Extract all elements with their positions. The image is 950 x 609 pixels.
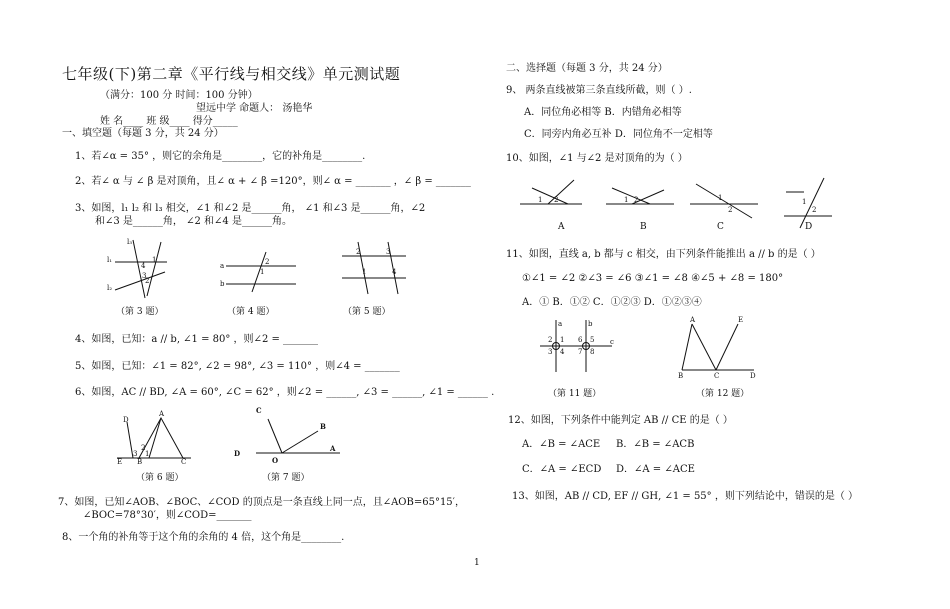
svg-text:3: 3 xyxy=(142,272,147,280)
svg-text:B: B xyxy=(137,458,143,466)
svg-text:3: 3 xyxy=(386,248,391,256)
question-2: 2、若∠ α 与 ∠ β 是对顶角，且∠ α + ∠ β =120°，则∠ α = _______ ，∠ β = _______ xyxy=(75,176,471,187)
svg-text:l₁: l₁ xyxy=(107,256,113,264)
question-9-options-ab: A．同位角必相等 B．内错角必相等 xyxy=(524,107,682,118)
svg-text:1: 1 xyxy=(718,194,723,202)
figure-q3 xyxy=(105,238,175,300)
svg-text:a: a xyxy=(220,262,225,270)
svg-text:1: 1 xyxy=(145,450,150,458)
figure-q10-c xyxy=(688,176,760,234)
svg-text:2: 2 xyxy=(145,277,150,285)
student-fields: 姓 名____ 班 级____ 得分_____ xyxy=(100,116,238,127)
question-5: 5、如图，已知：∠1 = 82°, ∠2 = 98°, ∠3 = 110° ，则∠4 = _______ xyxy=(75,361,400,372)
svg-text:a: a xyxy=(558,320,563,328)
question-12-option-b: B．∠B = ∠ACB xyxy=(616,439,695,450)
question-10: 10、如图，∠1 与∠2 是对顶角的为（ ） xyxy=(506,153,688,164)
svg-text:b: b xyxy=(588,320,593,328)
figure-q5 xyxy=(340,240,410,296)
question-1: 1、若∠α = 35° ，则它的余角是________，它的补角是________. xyxy=(75,151,366,162)
question-6: 6、如图，AC // BD, ∠A = 60°, ∠C = 62° ，则∠2 = ______, ∠3 = ______, ∠1 = ______ . xyxy=(75,387,495,398)
svg-text:1: 1 xyxy=(152,256,157,264)
svg-text:8: 8 xyxy=(590,348,595,356)
svg-text:7: 7 xyxy=(578,348,583,356)
svg-text:D: D xyxy=(123,416,129,424)
question-11-options: A．① B．①② C．①②③ D．①②③④ xyxy=(522,297,702,308)
svg-text:2: 2 xyxy=(265,258,270,266)
svg-text:2: 2 xyxy=(356,248,361,256)
svg-text:4: 4 xyxy=(392,268,397,276)
question-11: 11、如图，直线 a, b 都与 c 相交，由下列条件能推出 a // b 的是（ ） xyxy=(506,249,821,260)
question-3-line2: 和∠3 是______角， ∠2 和∠4 是______角。 xyxy=(95,216,292,227)
svg-text:C: C xyxy=(181,458,187,466)
question-12-option-d: D．∠A = ∠ACE xyxy=(616,464,695,475)
question-12: 12、如图，下列条件中能判定 AB // CE 的是（ ） xyxy=(508,415,733,426)
svg-text:E: E xyxy=(117,458,123,466)
figure-q12 xyxy=(678,318,758,378)
svg-text:5: 5 xyxy=(590,336,595,344)
figure-q7 xyxy=(232,405,344,465)
caption-q6: （第 6 题） xyxy=(136,473,184,483)
svg-text:E: E xyxy=(738,316,744,324)
question-13: 13、如图，AB // CD, EF // GH, ∠1 = 55° ，则下列结论中，错误的是（ ） xyxy=(512,491,859,502)
svg-text:C: C xyxy=(256,406,262,415)
figure-q10-a xyxy=(518,176,584,234)
svg-text:l₂: l₂ xyxy=(107,284,113,292)
svg-text:O: O xyxy=(272,456,279,465)
caption-q11: （第 11 题） xyxy=(548,389,602,399)
q10-label-d: D xyxy=(805,222,813,232)
svg-text:6: 6 xyxy=(578,336,583,344)
svg-text:C: C xyxy=(714,372,720,380)
svg-text:A: A xyxy=(690,316,696,324)
svg-text:3: 3 xyxy=(548,348,553,356)
svg-text:B: B xyxy=(678,372,684,380)
svg-text:l₃: l₃ xyxy=(127,238,133,246)
question-4: 4、如图，已知：a // b, ∠1 = 80° ，则∠2 = _______ xyxy=(75,334,319,345)
svg-text:3: 3 xyxy=(133,450,138,458)
svg-text:D: D xyxy=(234,449,241,458)
figure-q11 xyxy=(538,318,616,374)
page-number: 1 xyxy=(474,558,480,568)
question-7-line1: 7、如图，已知∠AOB、∠BOC、∠COD 的顶点是一条直线上同一点，且∠AOB=65°15′， xyxy=(58,497,465,508)
question-12-option-c: C．∠A = ∠ECD xyxy=(522,464,602,475)
figure-q4 xyxy=(220,250,298,294)
q10-label-b: B xyxy=(640,222,647,232)
svg-text:2: 2 xyxy=(634,196,639,204)
svg-text:A: A xyxy=(159,410,165,418)
exam-author: 望远中学 命题人： 汤艳华 xyxy=(196,103,313,114)
q10-label-a: A xyxy=(558,222,565,232)
svg-text:B: B xyxy=(320,422,326,431)
svg-text:1: 1 xyxy=(560,336,565,344)
svg-text:A: A xyxy=(330,444,336,453)
question-12-option-a: A．∠B = ∠ACE xyxy=(522,439,601,450)
question-9: 9、 两条直线被第三条直线所截，则（ ）. xyxy=(506,85,692,96)
exam-title: 七年级(下)第二章《平行线与相交线》单元测试题 xyxy=(62,65,401,83)
section2-heading: 二、选择题（每题 3 分，共 24 分） xyxy=(506,63,668,74)
svg-text:1: 1 xyxy=(802,198,807,206)
svg-text:4: 4 xyxy=(141,262,146,270)
svg-text:2: 2 xyxy=(728,206,733,214)
section1-heading: 一、填空题（每题 3 分，共 24 分） xyxy=(62,128,224,139)
question-7-line2: ∠BOC=78°30′，则∠COD=_______ xyxy=(83,510,252,521)
caption-q12: （第 12 题） xyxy=(696,389,750,399)
question-3-line1: 3、如图，l₁ l₂ 和 l₃ 相交，∠1 和∠2 是______角， ∠1 和∠3 是______角，∠2 xyxy=(75,203,426,214)
svg-text:2: 2 xyxy=(141,444,146,452)
figure-q6 xyxy=(115,412,195,464)
question-9-options-cd: C．同旁内角必互补 D．同位角不一定相等 xyxy=(524,129,713,140)
svg-text:4: 4 xyxy=(560,348,565,356)
svg-text:1: 1 xyxy=(260,268,265,276)
svg-text:1: 1 xyxy=(624,196,629,204)
svg-text:b: b xyxy=(220,280,225,288)
svg-text:1: 1 xyxy=(538,196,543,204)
svg-text:D: D xyxy=(750,372,756,380)
caption-q5: （第 5 题） xyxy=(343,307,391,317)
question-8: 8、一个角的补角等于这个角的余角的 4 倍，这个角是________. xyxy=(62,532,345,543)
svg-text:2: 2 xyxy=(554,196,559,204)
q10-label-c: C xyxy=(717,222,724,232)
caption-q4: （第 4 题） xyxy=(227,307,275,317)
question-11-conditions: ①∠1 = ∠2 ②∠3 = ∠6 ③∠1 = ∠8 ④∠5 + ∠8 = 180° xyxy=(522,273,784,284)
svg-text:2: 2 xyxy=(548,336,553,344)
svg-text:2: 2 xyxy=(812,206,817,214)
caption-q7: （第 7 题） xyxy=(262,473,310,483)
svg-text:c: c xyxy=(610,338,614,346)
svg-text:1: 1 xyxy=(362,268,367,276)
exam-meta: （满分：100 分 时间：100 分钟） xyxy=(100,90,258,101)
caption-q3: （第 3 题） xyxy=(116,307,164,317)
